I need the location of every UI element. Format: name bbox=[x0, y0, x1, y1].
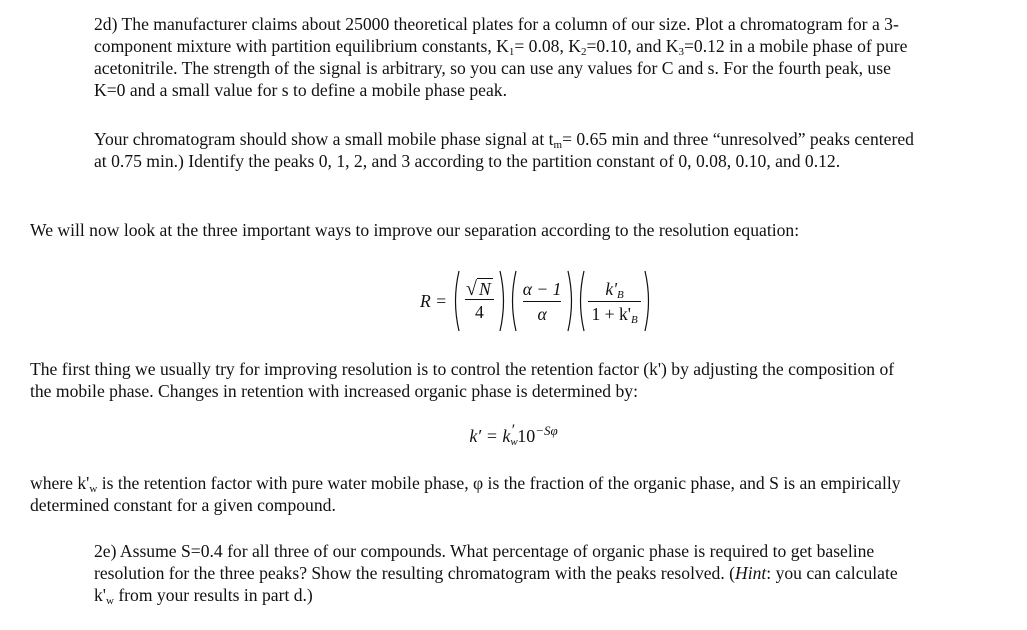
question-2e bbox=[94, 540, 1006, 606]
line: acetonitrile. The strength of the signal is arbitrary, so you can use any values for C and s. For the fourth peak, use bbox=[94, 58, 891, 78]
line: determined constant for a given compound. bbox=[30, 495, 336, 515]
line: 2d) The manufacturer claims about 25000 theoretical plates for a column of our size. Plot a chromatogram for a 3- bbox=[94, 14, 899, 34]
subscript: w bbox=[89, 483, 98, 495]
chromatogram-description bbox=[94, 128, 1006, 172]
alpha-fraction bbox=[520, 277, 565, 326]
equation-lhs: R = bbox=[420, 291, 448, 311]
right-paren bbox=[567, 270, 576, 332]
line: The first thing we usually try for improving resolution is to control the retention factor (k') by adjusting the composition of bbox=[30, 359, 895, 379]
left-paren bbox=[451, 270, 460, 332]
line: K=0 and a small value for s to define a mobile phase peak. bbox=[94, 80, 507, 100]
k-denominator: 1 + k' bbox=[591, 303, 631, 324]
text: resolution for the three peaks? Show the resulting chromatogram with the peaks resolved. ( bbox=[94, 563, 736, 583]
text: is the retention factor with pure water mobile phase, φ is the fraction of the organic phase, and S is an empirically bbox=[97, 473, 901, 493]
text: from your results in part d.) bbox=[113, 585, 313, 605]
right-paren bbox=[644, 270, 653, 332]
subscript: B bbox=[617, 288, 624, 301]
text: = 0.08, K bbox=[514, 36, 581, 56]
text: k' bbox=[94, 585, 106, 605]
line bbox=[30, 472, 1006, 494]
k-prime: k' bbox=[605, 278, 617, 299]
retention-intro bbox=[30, 358, 1006, 402]
retention-equation bbox=[0, 422, 1027, 448]
prime: ′ bbox=[511, 422, 516, 439]
numerator: α − 1 bbox=[522, 278, 562, 299]
text: where k' bbox=[30, 473, 90, 493]
numerator bbox=[602, 277, 626, 301]
subscript: B bbox=[630, 313, 638, 326]
subscript: m bbox=[553, 139, 563, 151]
left-paren bbox=[508, 270, 517, 332]
text: =0.10, and K bbox=[586, 36, 679, 56]
resolution-equation bbox=[420, 268, 653, 334]
question-2d bbox=[94, 13, 1006, 101]
definitions-paragraph bbox=[30, 472, 1006, 516]
text: Your chromatogram should show a small mobile phase signal at t bbox=[94, 129, 554, 149]
denominator: 4 bbox=[465, 299, 494, 324]
subscript: 1 bbox=[508, 46, 515, 58]
line bbox=[94, 584, 1006, 606]
subscript: w bbox=[105, 595, 114, 607]
line bbox=[94, 35, 1006, 57]
right-paren bbox=[499, 270, 508, 332]
subscript: w bbox=[510, 436, 518, 448]
sqrt-n-fraction bbox=[463, 278, 496, 324]
subscript: 3 bbox=[678, 46, 684, 58]
k-fraction bbox=[588, 277, 640, 326]
radicand: N bbox=[479, 279, 491, 299]
left-paren bbox=[576, 270, 585, 332]
subscript: 2 bbox=[580, 46, 587, 58]
sqrt-symbol: √ bbox=[466, 278, 478, 300]
line: We will now look at the three important ways to improve our separation according to the resolution equation: bbox=[30, 220, 800, 240]
line: the mobile phase. Changes in retention with increased organic phase is determined by: bbox=[30, 381, 638, 401]
text: =0.12 in a mobile phase of pure bbox=[684, 36, 908, 56]
hint-label: Hint bbox=[735, 563, 767, 583]
numerator bbox=[463, 278, 496, 299]
line bbox=[94, 562, 1006, 584]
exponent: −Sφ bbox=[535, 423, 558, 438]
base: 10 bbox=[517, 426, 536, 446]
equation-lhs: k′ = k bbox=[469, 426, 511, 446]
line: 2e) Assume S=0.4 for all three of our compounds. What percentage of organic phase is required to get baseline bbox=[94, 541, 875, 561]
text: component mixture with partition equilibrium constants, K bbox=[94, 36, 509, 56]
text: = 0.65 min and three “unresolved” peaks centered bbox=[562, 129, 914, 149]
line: at 0.75 min.) Identify the peaks 0, 1, 2, and 3 according to the partition constant of 0, 0.08, 0.10, and 0.12. bbox=[94, 151, 841, 171]
resolution-intro bbox=[30, 219, 1006, 241]
denominator: α bbox=[523, 301, 560, 326]
text: : you can calculate bbox=[766, 563, 898, 583]
line bbox=[94, 128, 1006, 150]
denominator bbox=[588, 301, 640, 326]
